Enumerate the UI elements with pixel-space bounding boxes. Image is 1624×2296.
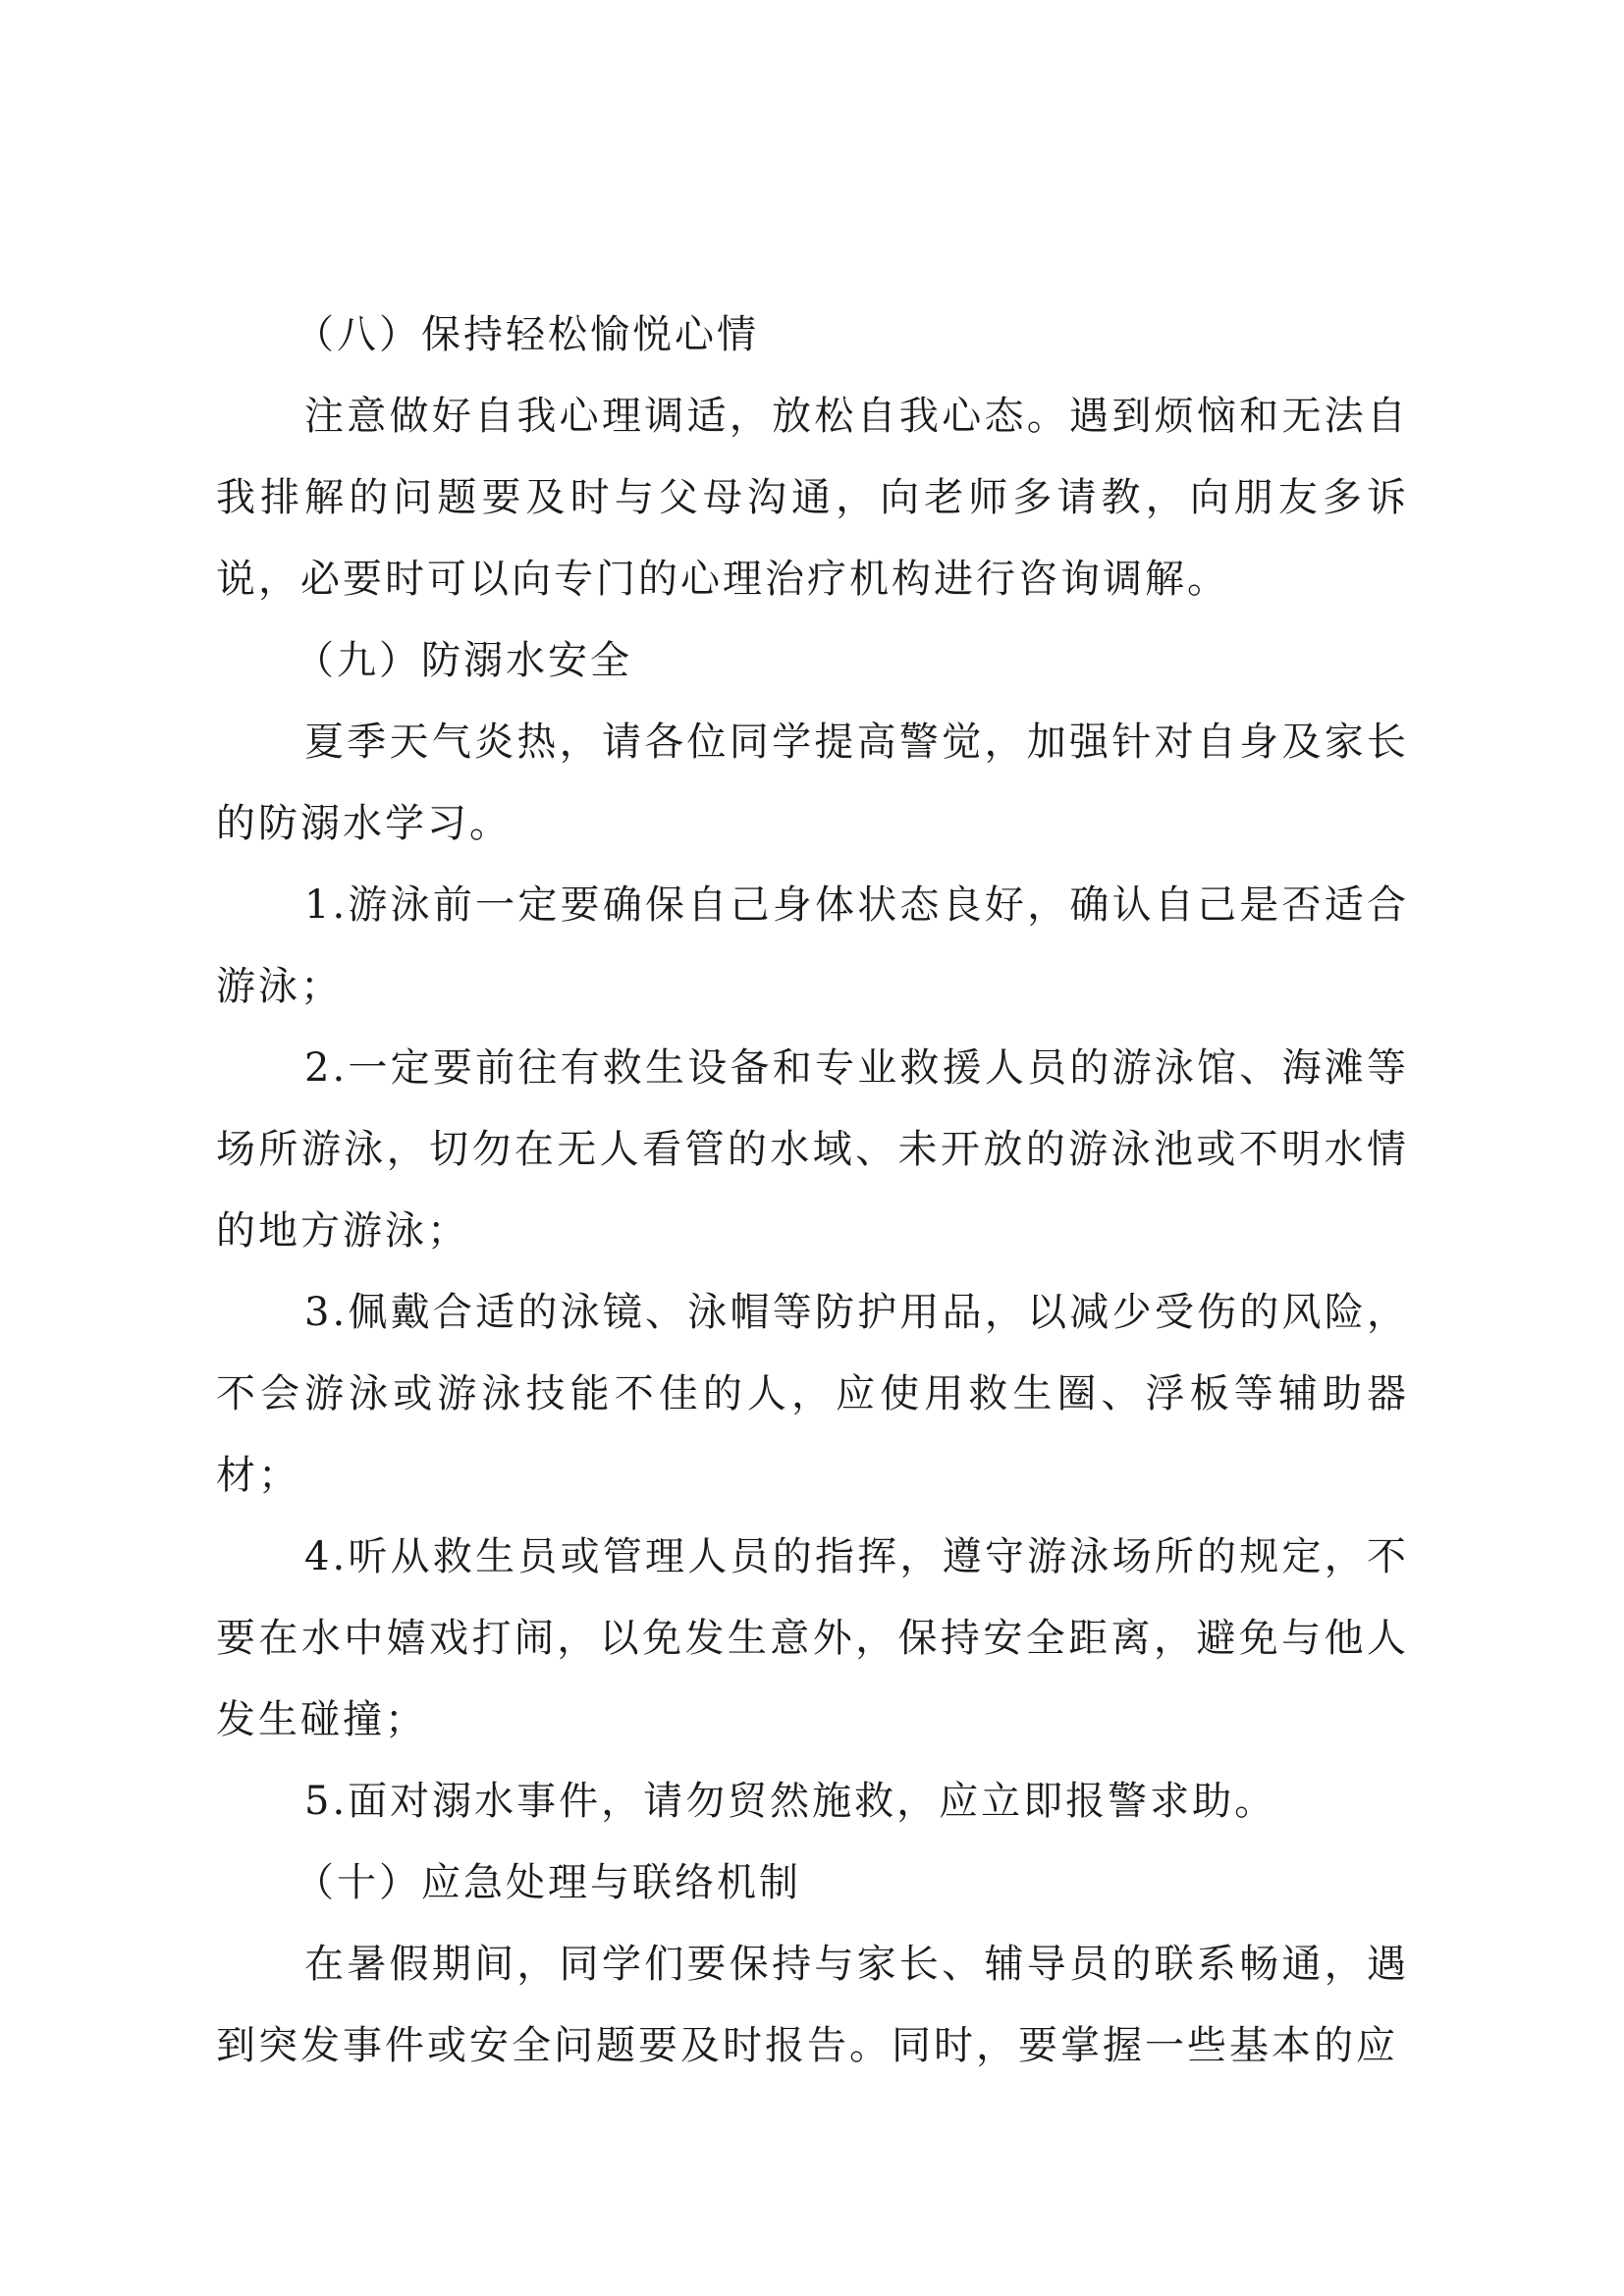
section-10-heading: （十）应急处理与联络机制 [295, 1860, 801, 1905]
section-10-paragraph: 在暑假期间，同学们要保持与家长、辅导员的联系畅通，遇到突发事件或安全问题要及时报告。同时，要掌握一些基本的应 [216, 1942, 1409, 2068]
list-item: 2.一定要前往有救生设备和专业救援人员的游泳馆、海滩等场所游泳，切勿在无人看管的水域、未开放的游泳池或不明水情的地方游泳； [216, 1045, 1409, 1254]
section-9-intro: 夏季天气炎热，请各位同学提高警觉，加强针对自身及家长的防溺水学习。 [216, 720, 1409, 846]
document-page [216, 294, 1409, 2087]
list-item: 3.佩戴合适的泳镜、泳帽等防护用品，以减少受伤的风险，不会游泳或游泳技能不佳的人，应使用救生圈、浮板等辅助器材； [216, 1290, 1409, 1498]
section-8-heading: （八）保持轻松愉悦心情 [295, 312, 759, 357]
section-8-paragraph: 注意做好自我心理调适，放松自我心态。遇到烦恼和无法自我排解的问题要及时与父母沟通，向老师多请教，向朋友多诉说，必要时可以向专门的心理治疗机构进行咨询调解。 [216, 394, 1409, 602]
section-9-heading: （九）防溺水安全 [295, 638, 632, 683]
list-item: 1.游泳前一定要确保自己身体状态良好，确认自己是否适合游泳； [216, 882, 1409, 1009]
list-item: 4.听从救生员或管理人员的指挥，遵守游泳场所的规定，不要在水中嬉戏打闹，以免发生意外，保持安全距离，避免与他人发生碰撞； [216, 1534, 1409, 1742]
list-item: 5.面对溺水事件，请勿贸然施救，应立即报警求助。 [304, 1779, 1277, 1824]
